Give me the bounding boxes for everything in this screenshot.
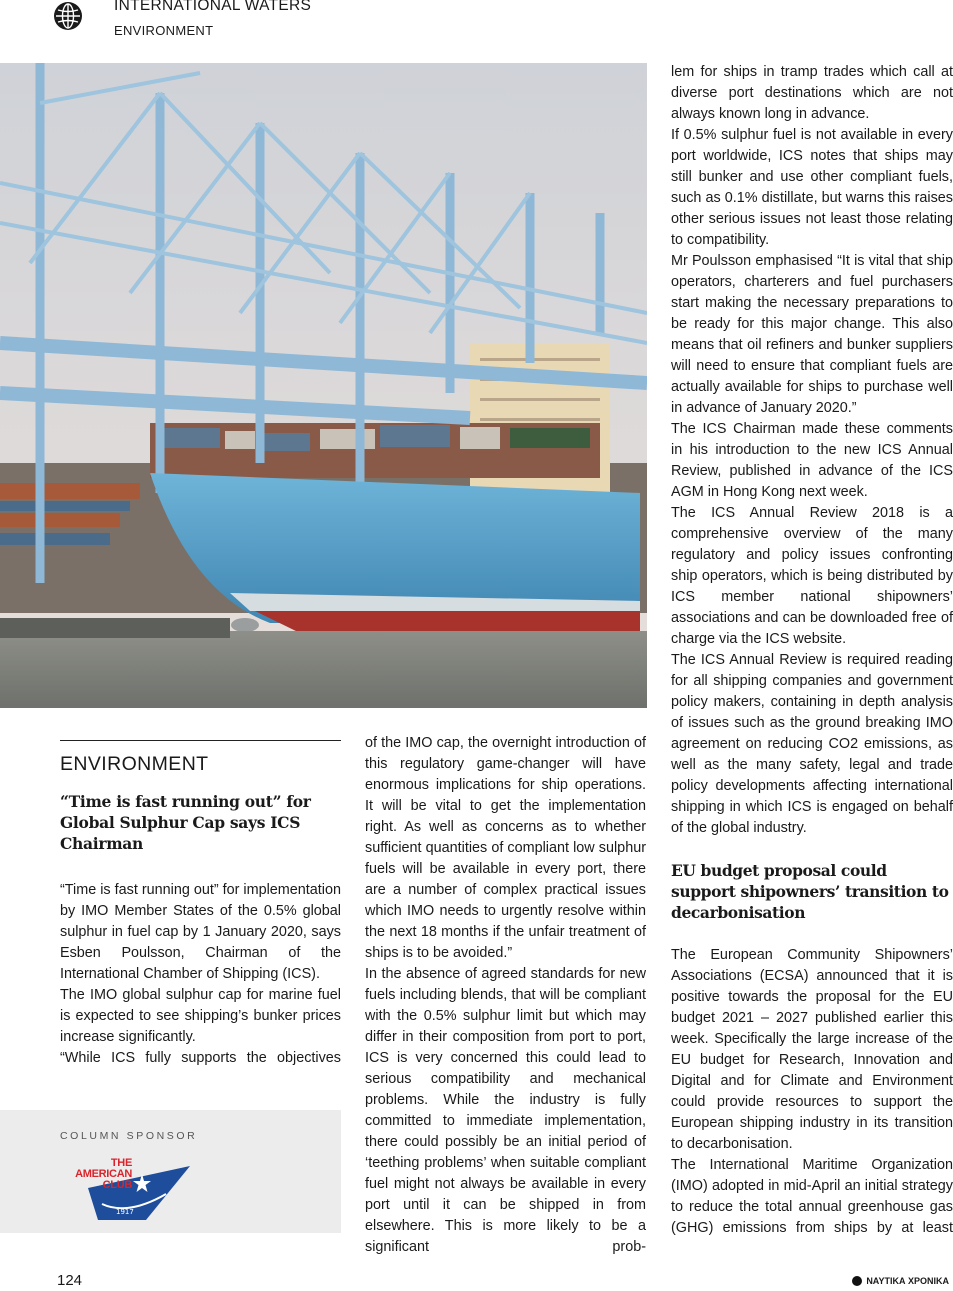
section-rule <box>60 740 341 741</box>
article2-headline: EU budget proposal could support shipowners’ transition to decarbonisation <box>671 861 949 922</box>
logo-line: AMERICAN <box>75 1168 132 1180</box>
logo-line: THE <box>110 1157 132 1169</box>
paragraph: In the absence of agreed standards for new fuels including blends, that will be compliant with the 0.5% sulphur limit but which may differ in their composition from port to port, ICS is very concerned this could lead to serious compatibility and mechanical problems. While the industry is fully committed to immediate implementation, there could possibly be an initial period of ‘teething problems’ when suitable compliant fuel might not always be available in every port until it can be shipped in from elsewhere. This is more likely to be a significant prob- <box>365 966 646 1255</box>
column-sponsor-box <box>0 1110 341 1233</box>
section-subtitle: ENVIRONMENT <box>114 23 214 38</box>
paragraph: “While ICS fully supports the objectives <box>60 1050 341 1066</box>
article-column-2 <box>365 733 646 1258</box>
article-headline: “Time is fast running out” for Global Sulphur Cap says ICS Chairman <box>60 792 311 853</box>
logo-line: CLUB <box>102 1179 132 1191</box>
paragraph: If 0.5% sulphur fuel is not available in every port worldwide, ICS notes that ships may still bunker and use other compliant fuels, such as 0.1% distillate, but warns this raises other serious issues not least those relating to compatibility. <box>671 127 953 248</box>
paragraph: The ICS Annual Review is required reading for all shipping companies and government policy makers, containing in depth analysis of issues such as the ground breaking IMO agreement on reducing CO2 emissions, as well as the many safety, legal and trade policy developments affecting international shipping in which ICS is engaged on behalf of the global industry. <box>671 652 953 836</box>
publication-brand <box>852 1276 949 1286</box>
paragraph: The ICS Annual Review 2018 is a comprehensive overview of the many regulatory and policy issues confronting ship operators, which is being distributed by ICS member national shipowners’ associations and can be downloaded free of charge via the ICS website. <box>671 505 953 647</box>
paragraph: lem for ships in tramp trades which call at diverse port destinations which are not always known long in advance. <box>671 64 953 122</box>
paragraph: of the IMO cap, the overnight introduction of this regulatory game-changer will have enormous implications for ship operations. It will be vital to get the implementation right. As well as concerns as to whether sufficient quantities of compliant low sulphur fuels will be available in every port, there are a number of complex practical issues which IMO needs to urgently resolve within the next 18 months if the unfair treatment of ships is to be avoided.” <box>365 735 646 961</box>
section-title: INTERNATIONAL WATERS <box>114 0 312 14</box>
paragraph: “Time is fast running out” for implementation by IMO Member States of the 0.5% global sulphur in fuel cap by 1 January 2020, says Esben Poulsson, Chairman of the International Chamber of Shipping (ICS). <box>60 882 341 982</box>
article-column-1 <box>60 740 341 1069</box>
article-category: ENVIRONMENT <box>60 753 209 775</box>
paragraph: The ICS Chairman made these comments in his introduction to the new ICS Annual Review, published in advance of the ICS AGM in Hong Kong next week. <box>671 421 953 500</box>
logo-year: 1917 <box>116 1208 134 1216</box>
paragraph: The IMO global sulphur cap for marine fuel is expected to see shipping’s bunker prices increase significantly. <box>60 987 341 1045</box>
paragraph: The European Community Shipowners’ Associations (ECSA) announced that it is positive towards the proposal for the EU budget 2021 – 2027 published earlier this week. Specifically the large increase of the EU budget for Research, Innovation and Digital and for Climate and Environment could provide resources to support the European shipping industry in its transition to decarbonisation. <box>671 947 953 1152</box>
container-ship-photo <box>0 63 647 708</box>
brand-name: ΝΑΥΤΙΚΑ ΧΡΟΝΙΚΑ <box>866 1276 949 1286</box>
brand-logo-icon <box>852 1276 862 1286</box>
article-column-3 <box>671 62 953 1239</box>
american-club-logo <box>58 1154 192 1220</box>
globe-icon <box>53 1 83 31</box>
logo-wordmark <box>58 1158 132 1191</box>
paragraph: Mr Poulsson emphasised “It is vital that ship operators, charterers and fuel purchasers start making the necessary preparations to be ready for this major change. This also means that oil refiners and bunker suppliers will need to ensure that compliant fuels are actually available for ships to purchase well in advance of January 2020.” <box>671 253 953 416</box>
page-number: 124 <box>57 1272 83 1289</box>
paragraph: The International Maritime Organization (IMO) adopted in mid-April an initial strategy to reduce the total annual greenhouse gas (GHG) emissions from ships by at least <box>671 1157 953 1236</box>
sponsor-label: COLUMN SPONSOR <box>60 1130 198 1142</box>
page-header <box>0 0 953 50</box>
